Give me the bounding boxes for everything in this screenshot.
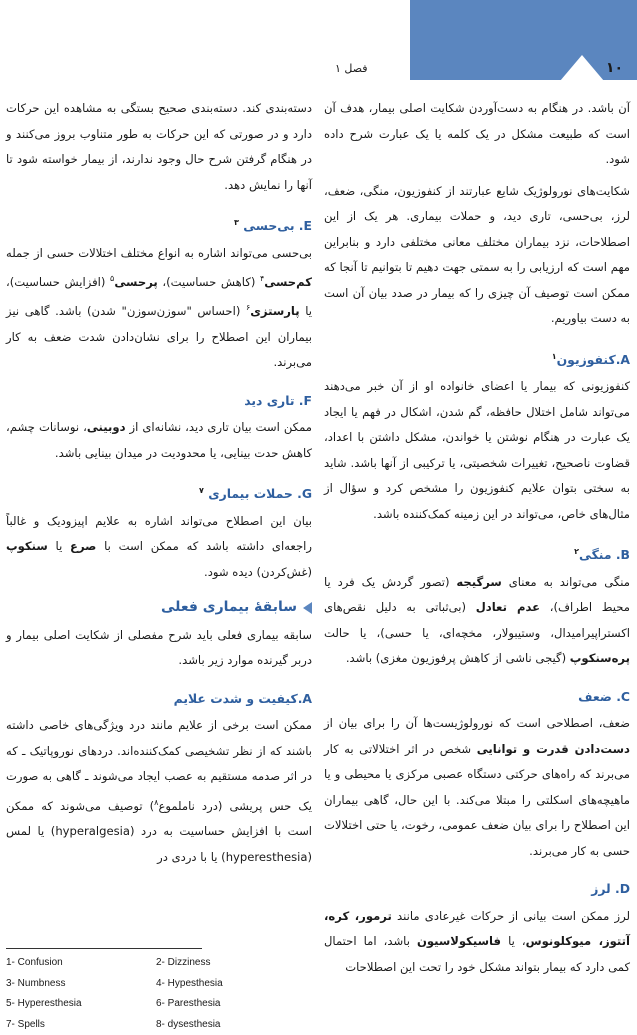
page-number: ۱۰ xyxy=(606,60,623,76)
paragraph: آن باشد. در هنگام به دست‌آوردن شکایت اصلی بیمار، هدف آن است که طبیعت مشکل در یک کلمه یا یک عبارت شرح داده شود. xyxy=(324,96,630,173)
paragraph: ممکن است برخی از علایم مانند درد ویژگی‌های خاصی داشته باشند که از نظر تشخیصی کمک‌کننده‌اند. دردهای نوروپاتیک ـ که در اثر صدمه مستقیم به عصب ایجاد می‌شوند ـ گاهی به صورت یک حس پریشی (درد ناملموع$^۸$) توصیف می‌شوند که ممکن است با افزایش حساسیت به درد (hyperalgesia) یا لمس (hyperesthesia) یا با دردی در xyxy=(6,713,312,870)
section-heading: D. لرز xyxy=(324,876,630,902)
paragraph: سابقه بیماری فعلی باید شرح مفصلی از شکایت اصلی بیمار و دربر گیرنده موارد زیر باشد. xyxy=(6,623,312,674)
paragraph: بیان این اصطلاح می‌تواند اشاره به علایم اپیزودیک و غالباً راجعه‌ای داشته باشد که ممکن است با صرع یا سنکوپ (غش‌کردن) دیده شود. xyxy=(6,509,312,586)
section-heading: A.کنفوزیون$^۱$ xyxy=(324,344,630,373)
paragraph: ضعف، اصطلاحی است که نورولوژیست‌ها آن را برای بیان از دست‌دادن قدرت و توانایی شخص در اثر اختلالاتی به کار می‌برند که راه‌های حرکتی دستگاه عصبی مرکزی یا محیطی و یا ماهیچه‌های اسکلتی را مبتلا می‌کند. با این حال، گاهی بیماران این اصطلاح را برای بیان ضعف عمومی، رخوت، یا حتی اختلالات حسی به کار می‌برند. xyxy=(324,711,630,864)
footnote-divider xyxy=(6,948,202,949)
left-column xyxy=(6,96,312,876)
footnote: 6- Paresthesia xyxy=(156,994,306,1015)
paragraph: ممکن است بیان تاری دید، نشانه‌ای از دوبینی، نوسانات چشم، کاهش حدت بینایی، یا محدودیت در میدان بینایی باشد. xyxy=(6,415,312,466)
footnote: 1- Confusion xyxy=(6,953,156,974)
footnote: 3- Numbness xyxy=(6,974,156,995)
major-section-heading: سابقهٔ بیماری فعلی xyxy=(6,595,312,621)
footnote: 7- Spells xyxy=(6,1015,156,1035)
paragraph: منگی می‌تواند به معنای سرگیجه (تصور گردش یک فرد یا محیط اطراف)، عدم تعادل (بی‌ثباتی به دلیل نقص‌های اکستراپیرامیدال، وستیبولار، مخچه‌ای، یا حسی)، یا حالت پره‌سنکوپ (گیجی ناشی از کاهش پرفوزیون مغزی) باشد. xyxy=(324,570,630,672)
triangle-marker-icon xyxy=(303,602,312,614)
footnote: 8- dysesthesia xyxy=(156,1015,306,1035)
section-heading: C. ضعف xyxy=(324,684,630,710)
paragraph: دسته‌بندی کند. دسته‌بندی صحیح بستگی به مشاهده این حرکات دارد و در صورتی که این حرکات به طور متناوب بروز می‌کنند و در هنگام گرفتن شرح حال وجود ندارند، از بیمار خواسته شود تا آنها را نمایش دهد. xyxy=(6,96,312,198)
chapter-label: فصل ۱ xyxy=(335,62,368,75)
footnote: 2- Dizziness xyxy=(156,953,306,974)
paragraph: بی‌حسی می‌تواند اشاره به انواع مختلف اختلالات حسی از جمله کم‌حسی$^۴$ (کاهش حساسیت)، پرحسی$^۵$ (افزایش حساسیت)، یا پارستزی$^۶$ (احساس "سوزن‌سوزن" شدن) باشد. گاهی نیز بیماران این اصطلاح را برای نشان‌دادن شدت ضعف به کار می‌برند. xyxy=(6,241,312,376)
paragraph: شکایت‌های نورولوژیک شایع عبارتند از کنفوزیون، منگی، ضعف، لرز، بی‌حسی، تاری دید، و حملات بیماری. هر یک از این اصطلاحات، نزد بیماران مختلف معانی مختلفی دارد و بنابراین مهم است که ارزیابی را به سمتی جهت دهیم تا بتوانیم تا آنجا که ممکن است توصیف آن چیزی را که بیمار در صدد بیان آن است به دست بیاوریم. xyxy=(324,179,630,332)
footnote: 4- Hypesthesia xyxy=(156,974,306,995)
section-heading: F. تاری دید xyxy=(6,388,312,414)
footnote: 5- Hyperesthesia xyxy=(6,994,156,1015)
section-heading: G. حملات بیماری $^۷$ xyxy=(6,478,312,507)
section-heading: E. بی‌حسی $^۳$ xyxy=(6,210,312,239)
paragraph: لرز ممکن است بیانی از حرکات غیرعادی مانند ترمور، کره، آتتوز، میوکلونوس، یا فاسیکولاسیون باشد، اما احتمال کمی دارد که بیمار بتواند مشکل خود را تحت این اصطلاحات xyxy=(324,904,630,981)
header-notch xyxy=(560,55,604,81)
right-column xyxy=(324,96,630,986)
paragraph: کنفوزیونی که بیمار یا اعضای خانواده او از آن خبر می‌دهند می‌تواند شامل اختلال حافظه، گم شدن، اشکال در فهم یا ایجاد یک عبارت در هنگام نوشتن یا خواندن، مشکل داشتن با اعداد، قضاوت ناصحیح، تغییرات شخصیتی، یا ترکیبی از آنها باشد. شاید به سختی بتوان علایم کنفوزیون را مشخص کرد و سؤال از مثال‌های خاص، می‌تواند در این زمینه کمک‌کننده باشد. xyxy=(324,374,630,527)
section-heading: A.کیفیت و شدت علایم xyxy=(6,686,312,712)
section-heading: B. منگی$^۲$ xyxy=(324,539,630,568)
